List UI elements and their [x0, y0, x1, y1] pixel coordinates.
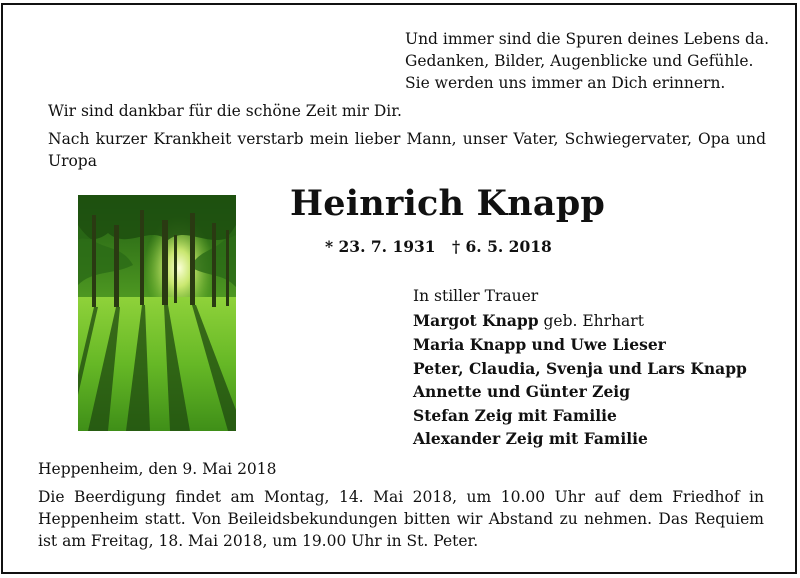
memorial-poem — [405, 28, 775, 94]
mourner-entry: Alexander Zeig mit Familie — [413, 429, 648, 448]
mourners-heading: In stiller Trauer — [413, 287, 539, 305]
mourner-entry: Stefan Zeig mit Familie — [413, 405, 617, 425]
mourner-entry — [413, 309, 747, 334]
gratitude-line: Wir sind dankbar für die schöne Zeit mir Dir. — [48, 102, 402, 120]
death-date: † 6. 5. 2018 — [452, 237, 552, 256]
mourner-maiden-name: geb. Ehrhart — [538, 311, 644, 330]
deceased-name: Heinrich Knapp — [290, 183, 606, 224]
mourner-entry: Annette und Günter Zeig — [413, 382, 631, 401]
poem-line: Sie werden uns immer an Dich erinnern. — [405, 74, 726, 92]
mourners-list — [413, 285, 747, 451]
death-notice-text: Nach kurzer Krankheit verstarb mein lieber Mann, unser Vater, Schwiegervater, Opa und Uropa — [48, 130, 766, 170]
birth-date: * 23. 7. 1931 — [325, 237, 436, 256]
mourner-entry: Maria Knapp und Uwe Lieser — [413, 335, 666, 354]
place-and-date: Heppenheim, den 9. Mai 2018 — [38, 460, 277, 478]
mourner-entry: Peter, Claudia, Svenja und Lars Knapp — [413, 358, 747, 378]
mourner-name: Margot Knapp — [413, 310, 539, 330]
forest-sunlight-photo — [78, 195, 236, 431]
poem-line: Und immer sind die Spuren deines Lebens da. — [405, 30, 770, 48]
funeral-information: Die Beerdigung findet am Montag, 14. Mai 2018, um 10.00 Uhr auf dem Friedhof in Heppenheim statt. Von Beileidsbekundungen bitten wir Abstand zu nehmen. Das Requiem ist am Freitag, 18. Mai 2018, um 19.00 Uhr in St. Peter. — [38, 488, 764, 550]
poem-line: Gedanken, Bilder, Augenblicke und Gefühle. — [405, 52, 754, 70]
